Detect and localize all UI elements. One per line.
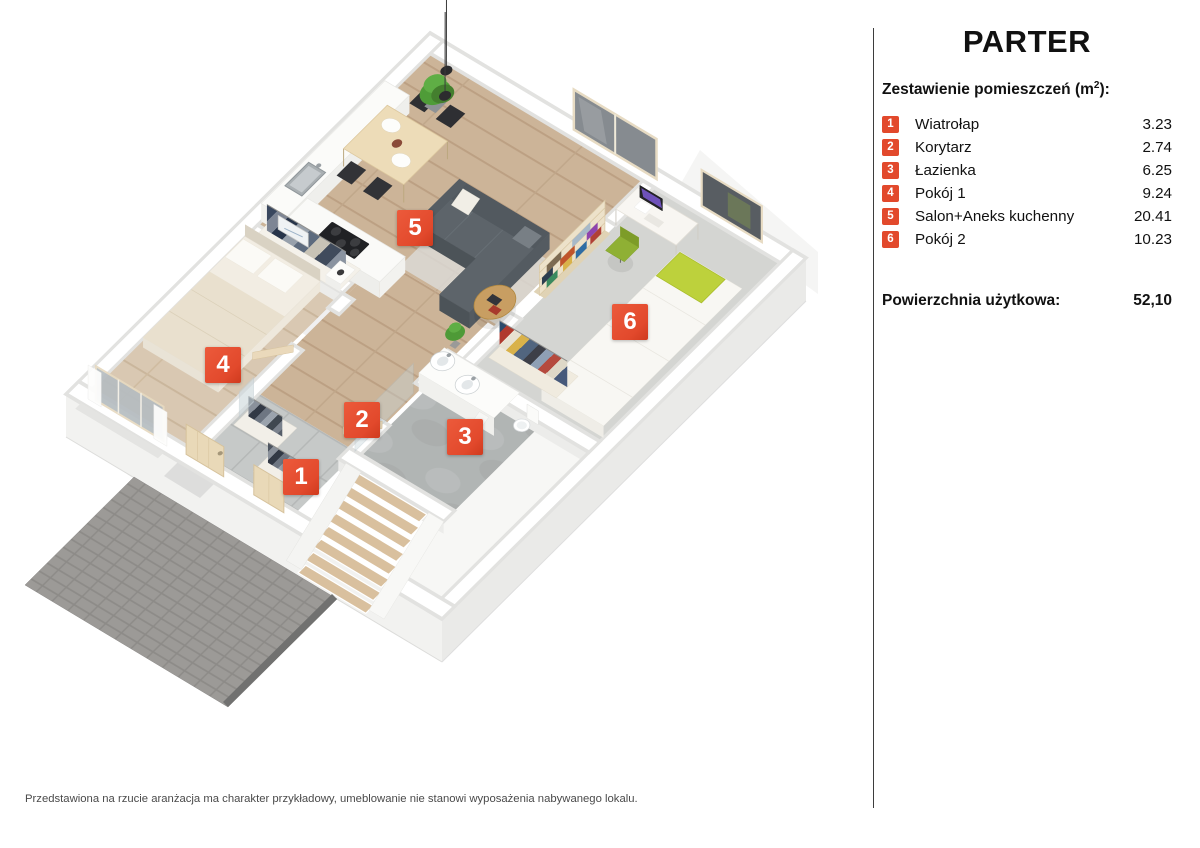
room-name: Salon+Aneks kuchenny xyxy=(915,207,1075,225)
total-area-row xyxy=(882,292,1172,310)
room-marker-2: 2 xyxy=(344,402,380,438)
room-name: Pokój 2 xyxy=(915,230,966,248)
total-area-label: Powierzchnia użytkowa: xyxy=(882,291,1061,309)
room-row xyxy=(882,205,1172,228)
room-row xyxy=(882,136,1172,159)
room-area: 3.23 xyxy=(1142,115,1172,133)
room-marker-5: 5 xyxy=(397,210,433,246)
vertical-divider xyxy=(873,28,874,808)
room-marker-4: 4 xyxy=(205,347,241,383)
total-area-value: 52,10 xyxy=(1133,291,1172,309)
disclaimer: Przedstawiona na rzucie aranżacja ma charakter przykładowy, umeblowanie nie stanowi wyposażenia nabywanego lokalu. xyxy=(25,793,638,805)
room-number-badge: 6 xyxy=(882,231,899,248)
room-row xyxy=(882,159,1172,182)
legend-panel xyxy=(882,26,1172,310)
room-area: 2.74 xyxy=(1142,138,1172,156)
room-area: 10.23 xyxy=(1133,230,1172,248)
room-name: Wiatrołap xyxy=(915,115,980,133)
room-row xyxy=(882,182,1172,205)
room-number-badge: 5 xyxy=(882,208,899,225)
room-list xyxy=(882,113,1172,251)
room-number-badge: 3 xyxy=(882,162,899,179)
room-marker-3: 3 xyxy=(447,419,483,455)
room-name: Korytarz xyxy=(915,138,972,156)
page-title: PARTER xyxy=(962,24,1092,59)
room-marker-6: 6 xyxy=(612,304,648,340)
room-row xyxy=(882,228,1172,251)
room-number-badge: 4 xyxy=(882,185,899,202)
legend-header: Zestawienie pomieszczeń $(m^2)$: xyxy=(882,79,1110,98)
room-name: Pokój 1 xyxy=(915,184,966,202)
room-number-badge: 1 xyxy=(882,116,899,133)
room-area: 6.25 xyxy=(1142,161,1172,179)
room-area: 20.41 xyxy=(1133,207,1172,225)
room-number-badge: 2 xyxy=(882,139,899,156)
room-name: Łazienka xyxy=(915,161,976,179)
room-area: 9.24 xyxy=(1142,184,1172,202)
room-row xyxy=(882,113,1172,136)
room-marker-1: 1 xyxy=(283,459,319,495)
